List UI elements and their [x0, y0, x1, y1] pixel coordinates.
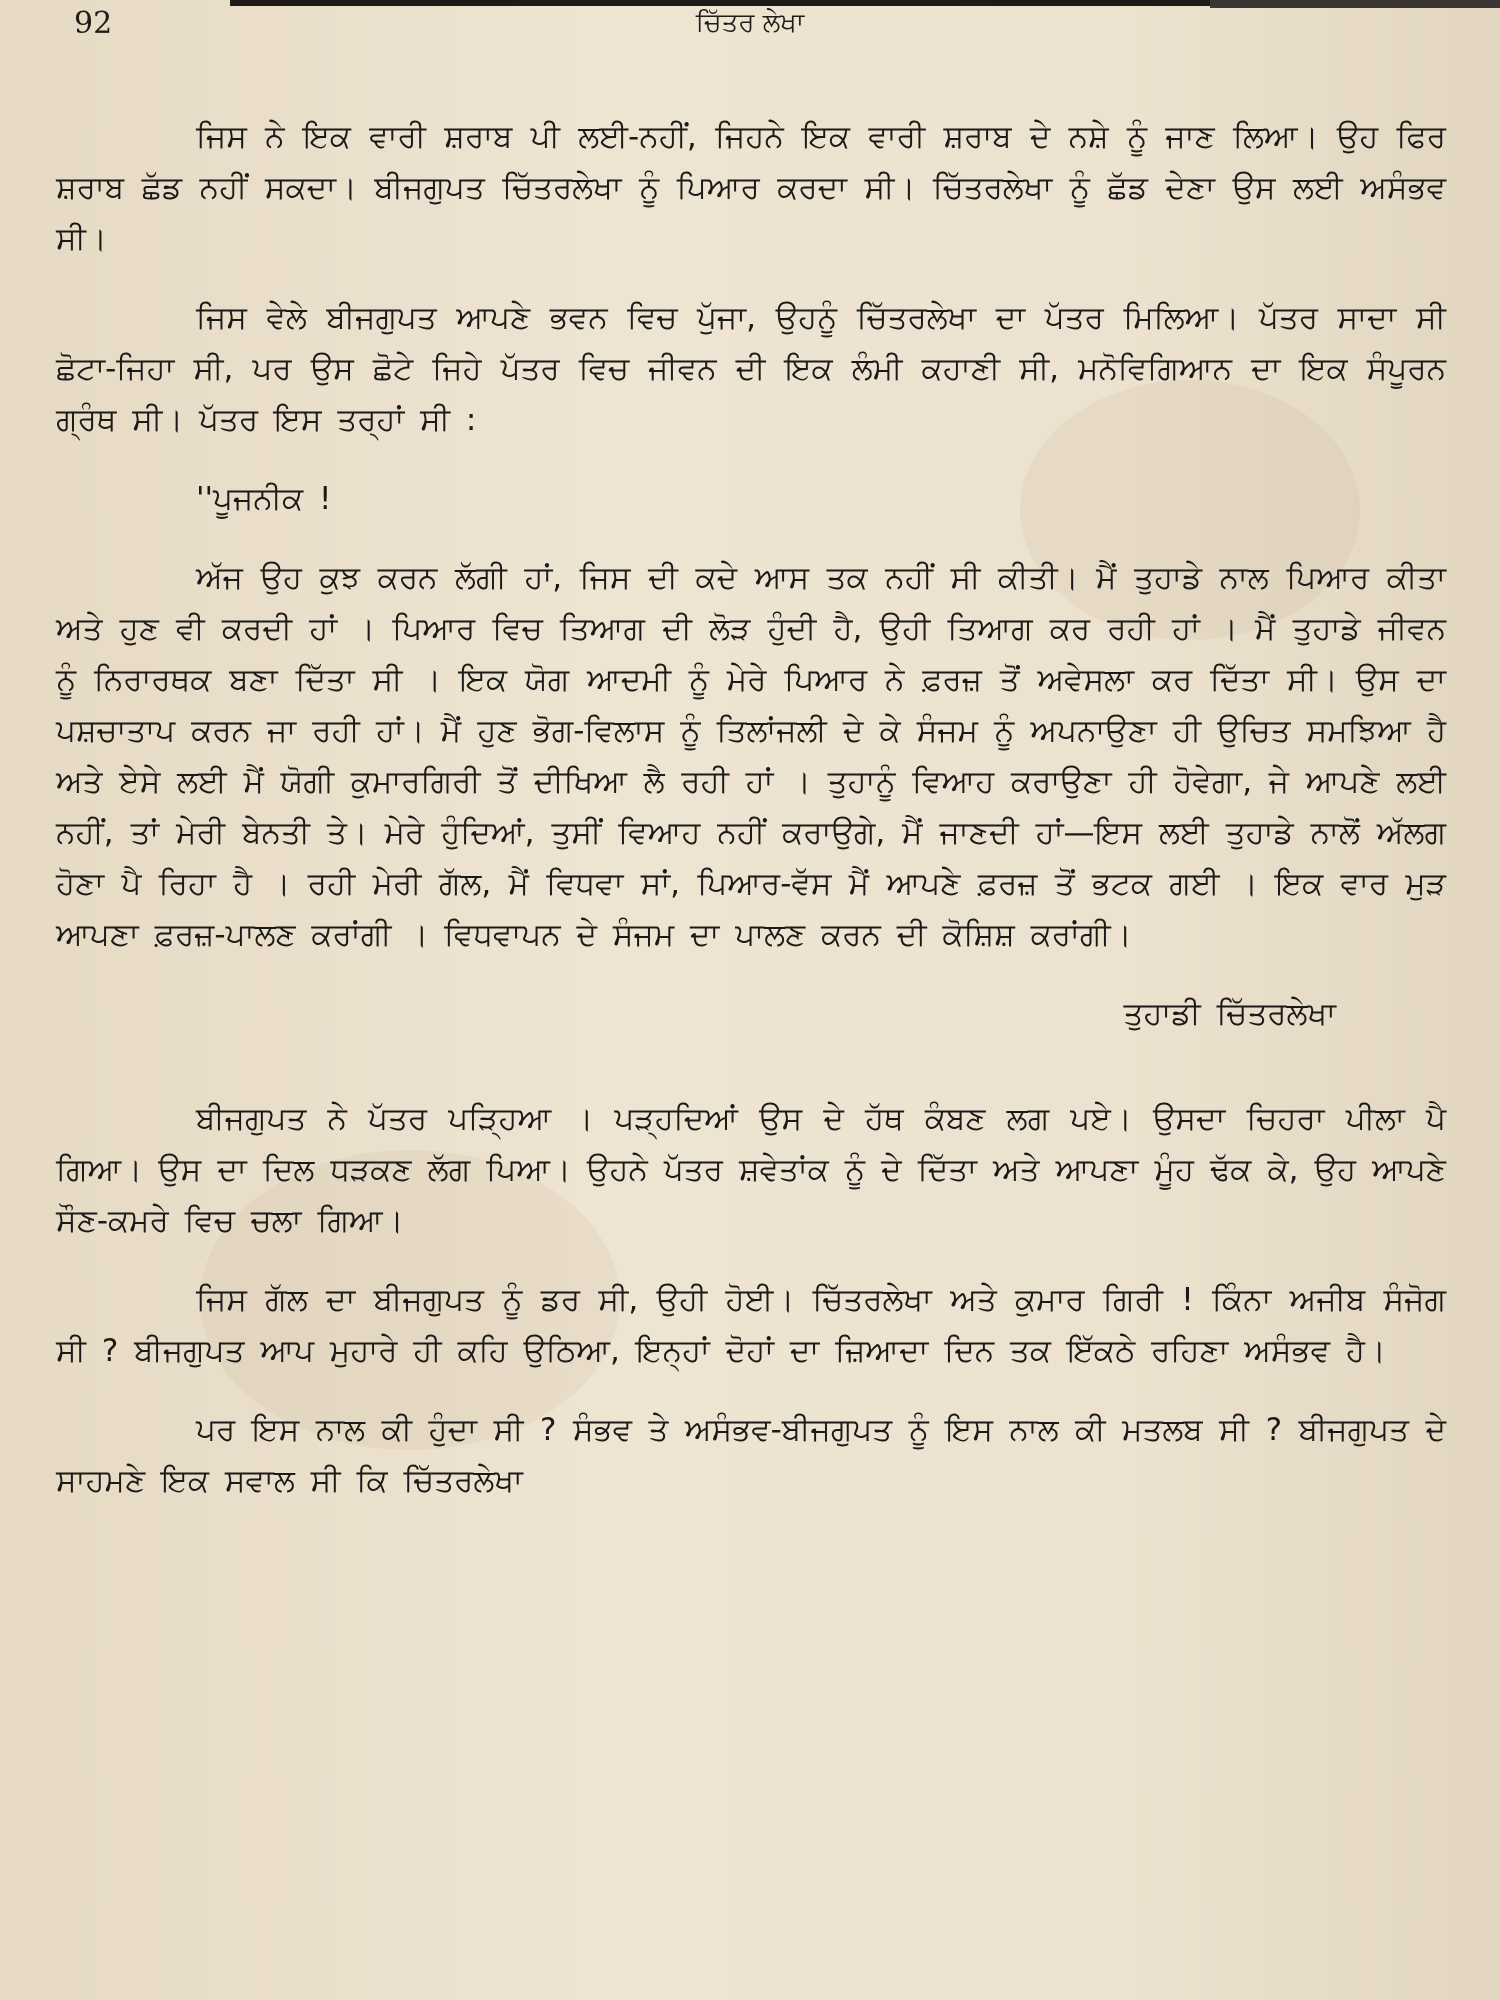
letter-signature: ਤੁਹਾਡੀ ਚਿੱਤਰਲੇਖਾ [1123, 996, 1336, 1032]
page-number: 92 [74, 6, 113, 41]
paragraph: ਜਿਸ ਗੱਲ ਦਾ ਬੀਜਗੁਪਤ ਨੂੰ ਡਰ ਸੀ, ਉਹੀ ਹੋਈ। ਚਿੱਤਰਲੇਖਾ ਅਤੇ ਕੁਮਾਰ ਗਿਰੀ ! ਕਿੰਨਾ ਅਜੀਬ ਸੰਜੋਗ ਸੀ ? ਬੀਜਗੁਪਤ ਆਪ ਮੁਹਾਰੇ ਹੀ ਕਹਿ ਉਠਿਆ, ਇਨ੍ਹਾਂ ਦੋਹਾਂ ਦਾ ਜ਼ਿਆਦਾ ਦਿਨ ਤਕ ਇੱਕਠੇ ਰਹਿਣਾ ਅਸੰਭਵ ਹੈ। [56, 1282, 1446, 1369]
paragraph: ਪਰ ਇਸ ਨਾਲ ਕੀ ਹੁੰਦਾ ਸੀ ? ਸੰਭਵ ਤੇ ਅਸੰਭਵ-ਬੀਜਗੁਪਤ ਨੂੰ ਇਸ ਨਾਲ ਕੀ ਮਤਲਬ ਸੀ ? ਬੀਜਗੁਪਤ ਦੇ ਸਾਹਮਣੇ ਇਕ ਸਵਾਲ ਸੀ ਕਿ ਚਿੱਤਰਲੇਖਾ [56, 1412, 1446, 1499]
body-text [56, 112, 1446, 1535]
paragraph: ਜਿਸ ਵੇਲੇ ਬੀਜਗੁਪਤ ਆਪਣੇ ਭਵਨ ਵਿਚ ਪੁੱਜਾ, ਉਹਨੂੰ ਚਿੱਤਰਲੇਖਾ ਦਾ ਪੱਤਰ ਮਿਲਿਆ। ਪੱਤਰ ਸਾਦਾ ਸੀ ਛੋਟਾ-ਜਿਹਾ ਸੀ, ਪਰ ਉਸ ਛੋਟੇ ਜਿਹੇ ਪੱਤਰ ਵਿਚ ਜੀਵਨ ਦੀ ਇਕ ਲੰਮੀ ਕਹਾਣੀ ਸੀ, ਮਨੋਵਿਗਿਆਨ ਦਾ ਇਕ ਸੰਪੂਰਨ ਗ੍ਰੰਥ ਸੀ। ਪੱਤਰ ਇਸ ਤਰ੍ਹਾਂ ਸੀ : [56, 300, 1446, 438]
letter-salutation: ''ਪੂਜਨੀਕ ! [196, 481, 332, 517]
scan-edge [230, 0, 1210, 6]
paragraph: ਬੀਜਗੁਪਤ ਨੇ ਪੱਤਰ ਪੜ੍ਹਿਆ । ਪੜ੍ਹਦਿਆਂ ਉਸ ਦੇ ਹੱਥ ਕੰਬਣ ਲਗ ਪਏ। ਉਸਦਾ ਚਿਹਰਾ ਪੀਲਾ ਪੈ ਗਿਆ। ਉਸ ਦਾ ਦਿਲ ਧੜਕਣ ਲੱਗ ਪਿਆ। ਉਹਨੇ ਪੱਤਰ ਸ਼ਵੇਤਾਂਕ ਨੂੰ ਦੇ ਦਿੱਤਾ ਅਤੇ ਆਪਣਾ ਮੂੰਹ ਢੱਕ ਕੇ, ਉਹ ਆਪਣੇ ਸੌਣ-ਕਮਰੇ ਵਿਚ ਚਲਾ ਗਿਆ। [56, 1101, 1446, 1239]
paragraph: ਜਿਸ ਨੇ ਇਕ ਵਾਰੀ ਸ਼ਰਾਬ ਪੀ ਲਈ-ਨਹੀਂ, ਜਿਹਨੇ ਇਕ ਵਾਰੀ ਸ਼ਰਾਬ ਦੇ ਨਸ਼ੇ ਨੂੰ ਜਾਣ ਲਿਆ। ਉਹ ਫਿਰ ਸ਼ਰਾਬ ਛੱਡ ਨਹੀਂ ਸਕਦਾ। ਬੀਜਗੁਪਤ ਚਿੱਤਰਲੇਖਾ ਨੂੰ ਪਿਆਰ ਕਰਦਾ ਸੀ। ਚਿੱਤਰਲੇਖਾ ਨੂੰ ਛੱਡ ਦੇਣਾ ਉਸ ਲਈ ਅਸੰਭਵ ਸੀ। [56, 119, 1446, 257]
running-title: ਚਿੱਤਰ ਲੇਖਾ [695, 8, 805, 38]
scan-edge [1210, 0, 1500, 8]
letter-body: ਅੱਜ ਉਹ ਕੁਝ ਕਰਨ ਲੱਗੀ ਹਾਂ, ਜਿਸ ਦੀ ਕਦੇ ਆਸ ਤਕ ਨਹੀਂ ਸੀ ਕੀਤੀ। ਮੈਂ ਤੁਹਾਡੇ ਨਾਲ ਪਿਆਰ ਕੀਤਾ ਅਤੇ ਹੁਣ ਵੀ ਕਰਦੀ ਹਾਂ । ਪਿਆਰ ਵਿਚ ਤਿਆਗ ਦੀ ਲੋੜ ਹੁੰਦੀ ਹੈ, ਉਹੀ ਤਿਆਗ ਕਰ ਰਹੀ ਹਾਂ । ਮੈਂ ਤੁਹਾਡੇ ਜੀਵਨ ਨੂੰ ਨਿਰਾਰਥਕ ਬਣਾ ਦਿੱਤਾ ਸੀ । ਇਕ ਯੋਗ ਆਦਮੀ ਨੂੰ ਮੇਰੇ ਪਿਆਰ ਨੇ ਫ਼ਰਜ਼ ਤੋਂ ਅਵੇਸਲਾ ਕਰ ਦਿੱਤਾ ਸੀ। ਉਸ ਦਾ ਪਸ਼ਚਾਤਾਪ ਕਰਨ ਜਾ ਰਹੀ ਹਾਂ। ਮੈਂ ਹੁਣ ਭੋਗ-ਵਿਲਾਸ ਨੂੰ ਤਿਲਾਂਜਲੀ ਦੇ ਕੇ ਸੰਜਮ ਨੂੰ ਅਪਨਾਉਣਾ ਹੀ ਉਚਿਤ ਸਮਝਿਆ ਹੈ ਅਤੇ ਏਸੇ ਲਈ ਮੈਂ ਯੋਗੀ ਕੁਮਾਰਗਿਰੀ ਤੋਂ ਦੀਖਿਆ ਲੈ ਰਹੀ ਹਾਂ । ਤੁਹਾਨੂੰ ਵਿਆਹ ਕਰਾਉਣਾ ਹੀ ਹੋਵੇਗਾ, ਜੇ ਆਪਣੇ ਲਈ ਨਹੀਂ, ਤਾਂ ਮੇਰੀ ਬੇਨਤੀ ਤੇ। ਮੇਰੇ ਹੁੰਦਿਆਂ, ਤੁਸੀਂ ਵਿਆਹ ਨਹੀਂ ਕਰਾਉਗੇ, ਮੈਂ ਜਾਣਦੀ ਹਾਂ—ਇਸ ਲਈ ਤੁਹਾਡੇ ਨਾਲੋਂ ਅੱਲਗ ਹੋਣਾ ਪੈ ਰਿਹਾ ਹੈ । ਰਹੀ ਮੇਰੀ ਗੱਲ, ਮੈਂ ਵਿਧਵਾ ਸਾਂ, ਪਿਆਰ-ਵੱਸ ਮੈਂ ਆਪਣੇ ਫ਼ਰਜ਼ ਤੋਂ ਭਟਕ ਗਈ । ਇਕ ਵਾਰ ਮੁੜ ਆਪਣਾ ਫ਼ਰਜ਼-ਪਾਲਣ ਕਰਾਂਗੀ । ਵਿਧਵਾਪਨ ਦੇ ਸੰਜਮ ਦਾ ਪਾਲਣ ਕਰਨ ਦੀ ਕੋਸ਼ਿਸ਼ ਕਰਾਂਗੀ। [56, 560, 1446, 953]
